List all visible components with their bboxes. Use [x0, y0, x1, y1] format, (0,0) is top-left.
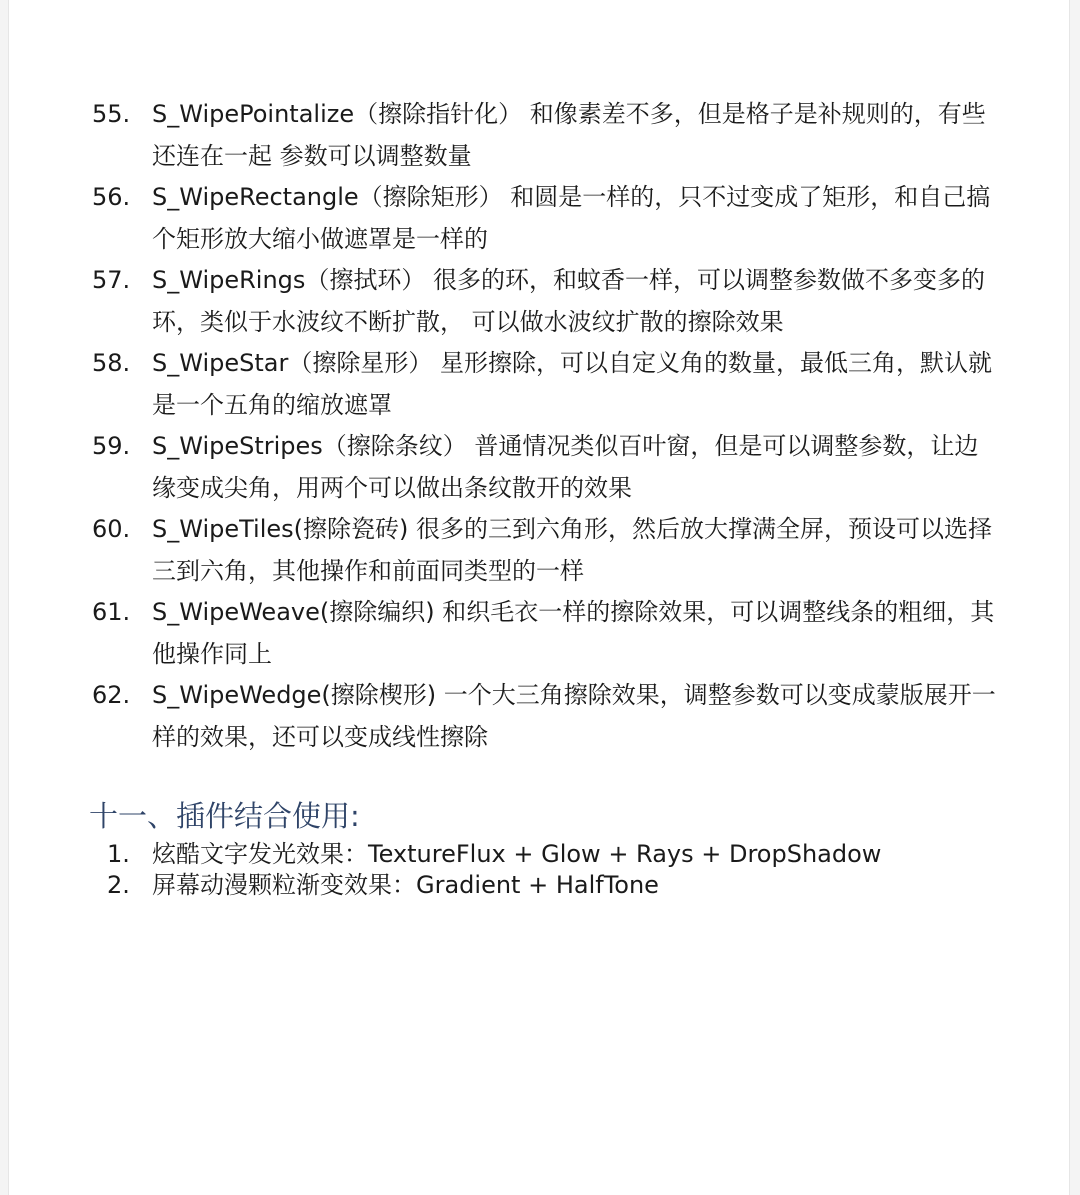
list-item [9, 870, 1069, 901]
list-item [9, 343, 1002, 426]
section-heading: 十一、插件结合使用: [89, 799, 360, 833]
list-item [9, 177, 1002, 260]
item-number: 59. [92, 432, 131, 460]
wipe-effect-list [9, 94, 1069, 758]
item-number: 58. [92, 349, 131, 377]
list-item [9, 592, 1002, 675]
item-number: 2. [107, 871, 130, 899]
list-item [9, 675, 1002, 758]
item-text: S_WipePointalize（擦除指针化） 和像素差不多，但是格子是补规则的，有些还连在一起 参数可以调整数量 [152, 100, 986, 170]
item-text: S_WipeStripes（擦除条纹） 普通情况类似百叶窗，但是可以调整参数，让边缘变成尖角，用两个可以做出条纹散开的效果 [152, 432, 979, 502]
document-page [8, 0, 1070, 1195]
item-text: S_WipeRectangle（擦除矩形） 和圆是一样的，只不过变成了矩形，和自己搞个矩形放大缩小做遮罩是一样的 [152, 183, 991, 253]
item-text: S_WipeWeave(擦除编织) 和织毛衣一样的擦除效果，可以调整线条的粗细，其他操作同上 [152, 598, 995, 668]
item-number: 1. [107, 840, 130, 868]
item-number: 57. [92, 266, 131, 294]
item-number: 55. [92, 100, 131, 128]
list-item [9, 426, 1002, 509]
item-text: S_WipeStar（擦除星形） 星形擦除，可以自定义角的数量，最低三角，默认就是一个五角的缩放遮罩 [152, 349, 992, 419]
list-item [9, 839, 1069, 870]
item-text: S_WipeTiles(擦除瓷砖) 很多的三到六角形，然后放大撑满全屏，预设可以选择三到六角，其他操作和前面同类型的一样 [152, 515, 992, 585]
list-item [9, 94, 1002, 177]
item-number: 60. [92, 515, 131, 543]
item-number: 62. [92, 681, 131, 709]
item-number: 56. [92, 183, 131, 211]
list-item [9, 260, 1002, 343]
list-item [9, 509, 1002, 592]
item-text: 炫酷文字发光效果：TextureFlux + Glow + Rays + DropShadow [152, 840, 882, 868]
item-text: 屏幕动漫颗粒渐变效果：Gradient + HalfTone [152, 871, 659, 899]
plugin-combo-list [9, 839, 1069, 901]
item-text: S_WipeRings（擦拭环） 很多的环，和蚊香一样，可以调整参数做不多变多的环，类似于水波纹不断扩散， 可以做水波纹扩散的擦除效果 [152, 266, 986, 336]
item-text: S_WipeWedge(擦除楔形) 一个大三角擦除效果，调整参数可以变成蒙版展开一样的效果，还可以变成线性擦除 [152, 681, 996, 751]
item-number: 61. [92, 598, 131, 626]
